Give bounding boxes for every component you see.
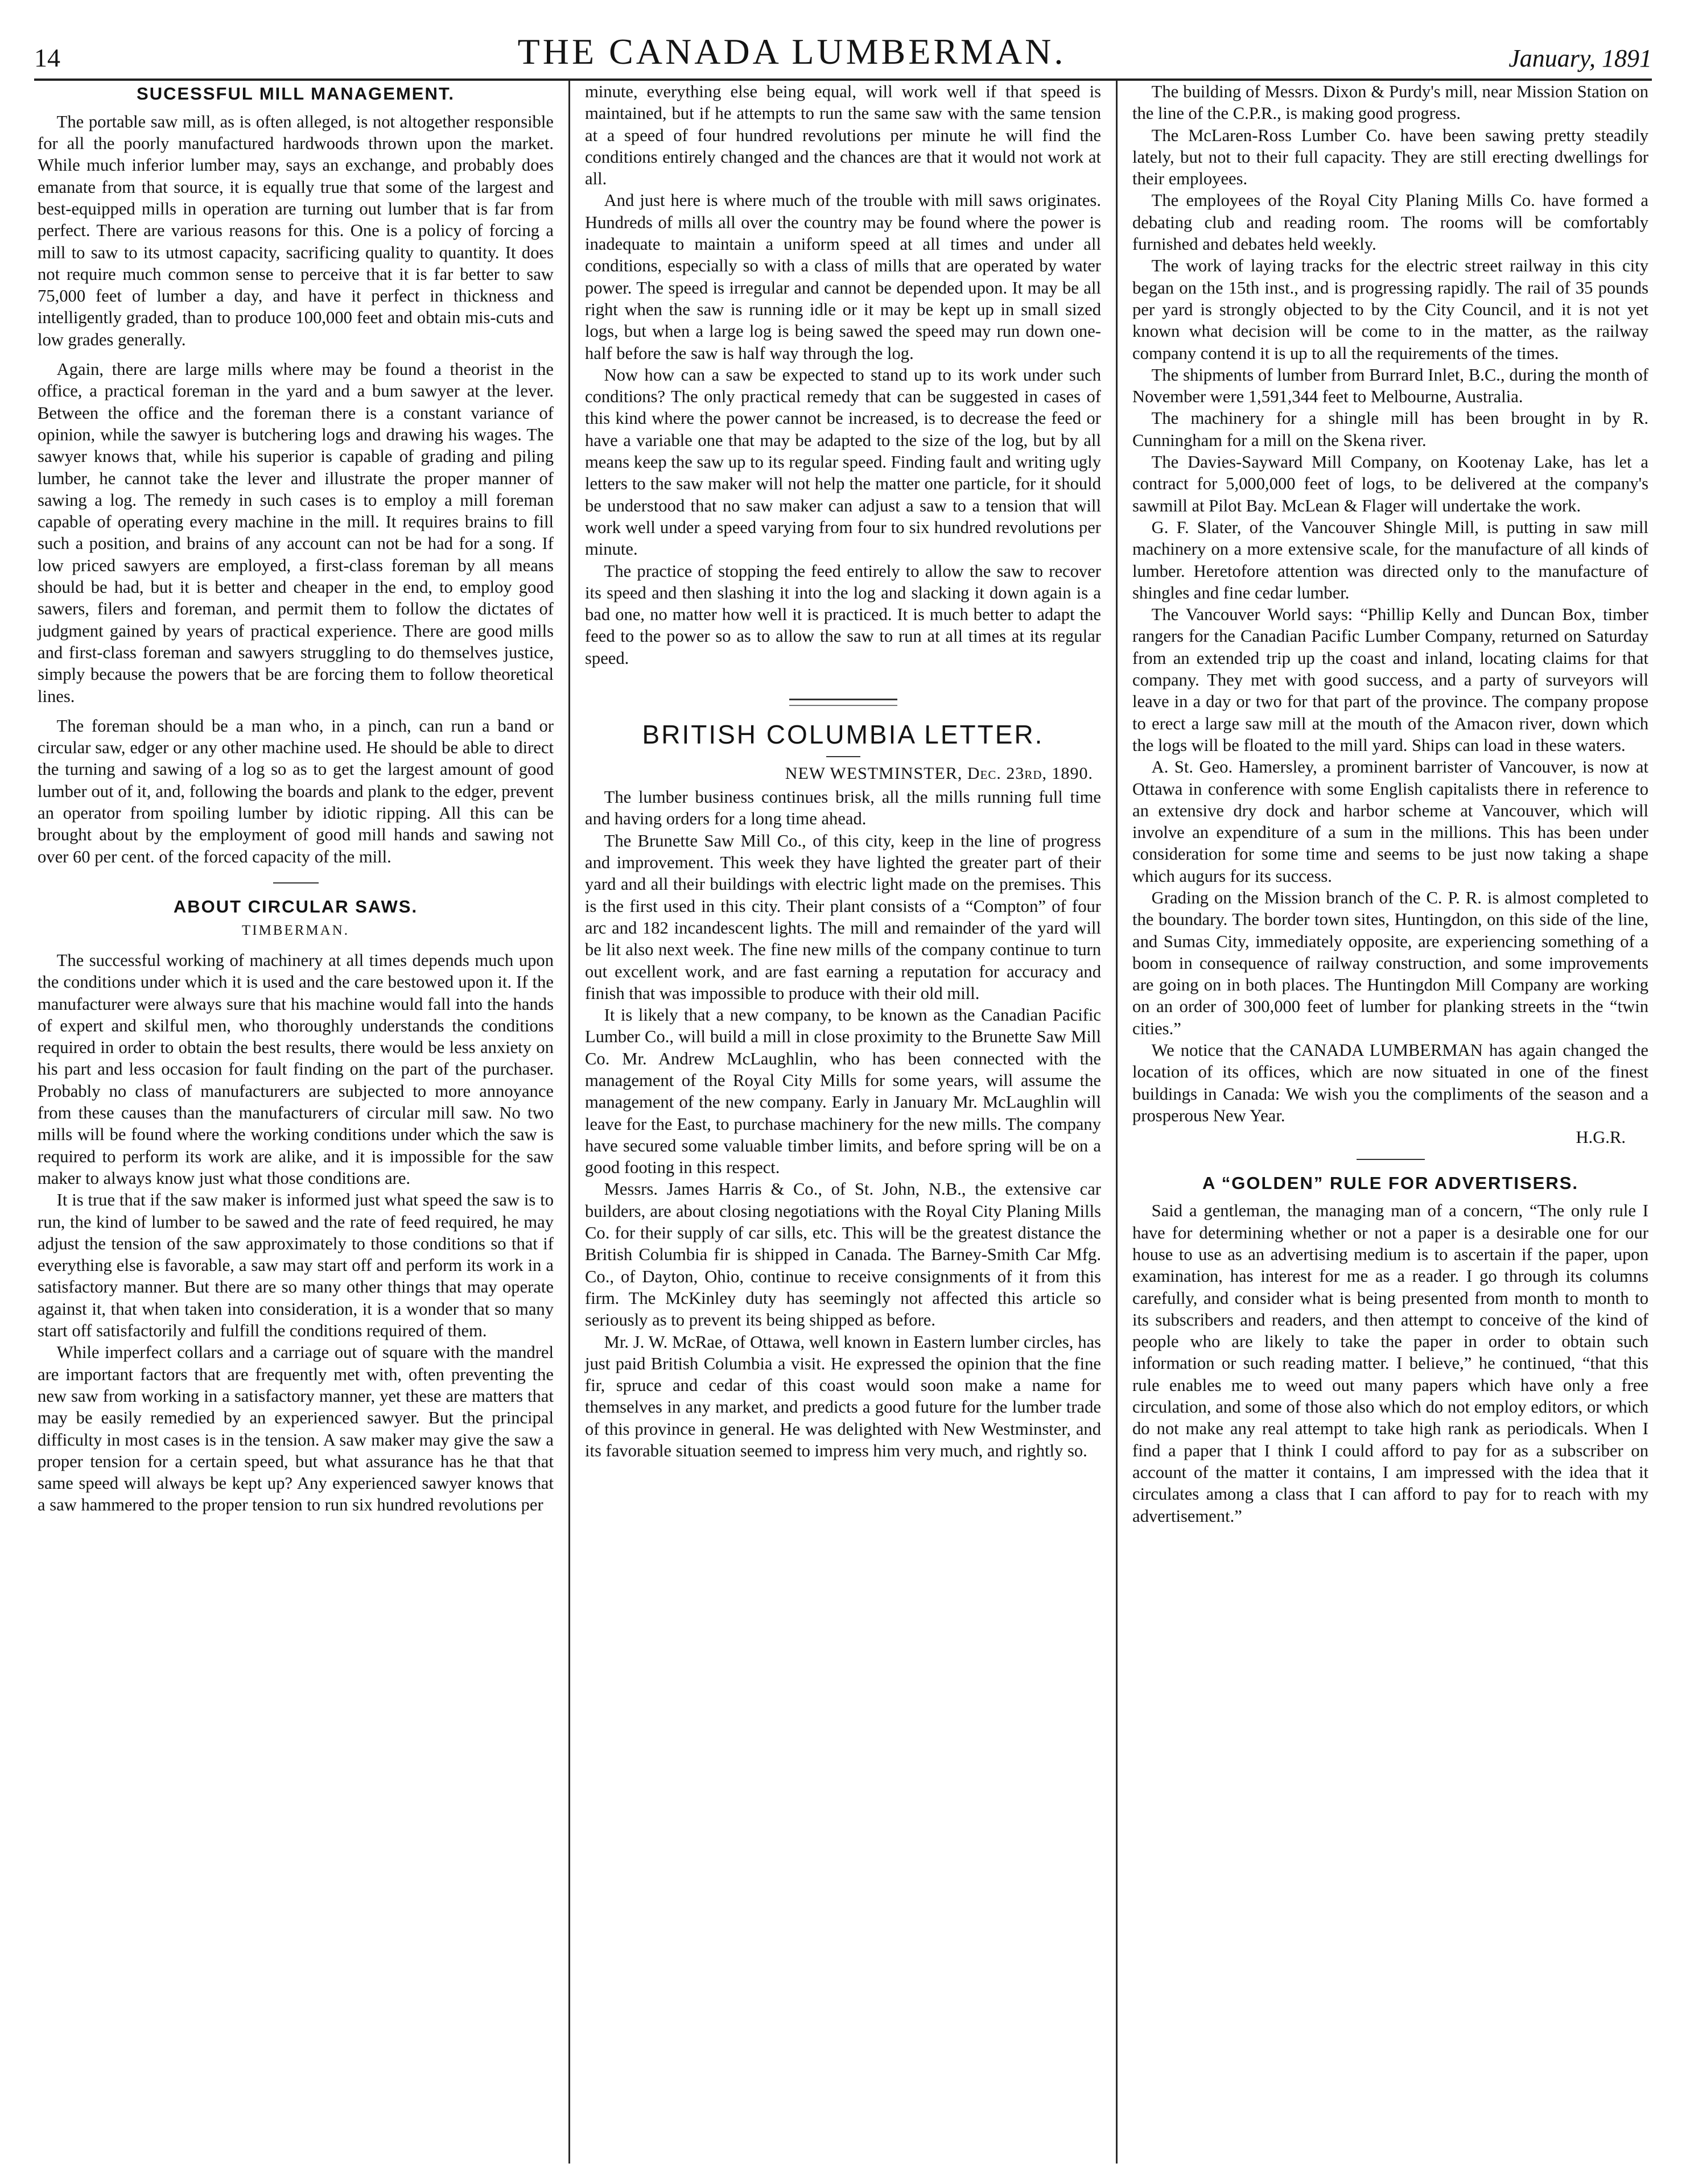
heading-rule <box>826 756 860 757</box>
paragraph: G. F. Slater, of the Vancouver Shingle Mill, is putting in saw mill machinery on a more extensive scale, for the manufacture of all kinds of lumber. Heretofore attention was directed only to the manufacture of shingles and fine cedar lumber. <box>1132 517 1648 602</box>
signature: H.G.R. <box>1576 1128 1626 1147</box>
section-divider <box>273 882 319 883</box>
ornament-divider <box>789 699 897 706</box>
article-mill-management <box>38 83 554 868</box>
article-circular-saws-continued <box>585 81 1101 669</box>
article-heading: ABOUT CIRCULAR SAWS. <box>173 896 418 916</box>
column-1 <box>34 81 568 2164</box>
section-divider <box>1357 1159 1425 1160</box>
paragraph: It is true that if the saw maker is informed just what speed the saw is to run, the kind of lumber to be sawed and the rate of feed required, he may adjust the tension of the saw approximately to those conditions so that if everything else is favorable, a saw may start off and perform its work in a satisfactory manner. But there are so many other things that may operate against it, that when taken into consideration, it is a wonder that so many start off satisfactorily and fulfill the conditions required of them. <box>38 1190 554 1341</box>
paragraph: The practice of stopping the feed entirely to allow the saw to recover its speed and then slashing it into the log and slacking it down again is a bad one, no matter how well it is practiced. It is much better to adapt the feed to the power so as to allow the saw to run at all times at its regular speed. <box>585 561 1101 668</box>
article-heading: BRITISH COLUMBIA LETTER. <box>642 720 1044 750</box>
paragraph: minute, everything else being equal, will work well if that speed is maintained, but if he attempts to run the same saw with the same tension at a speed of four hundred revolutions per minute he will find the conditions entirely changed and the chances are that it would not work at all. <box>585 82 1101 189</box>
article-heading: A “GOLDEN” RULE FOR ADVERTISERS. <box>1202 1172 1579 1193</box>
paragraph: Now how can a saw be expected to stand up to its work under such conditions? The only practical remedy that can be suggested in cases of this kind where the power cannot be increased, is to decrease the feed or have a variable one that may be adapted to the size of the log, but by all means keep the saw up to its regular speed. Finding fault and writing ugly letters to the saw maker will not help the matter one particle, for it should be understood that no saw maker can adjust a saw to a tension that will work well under a speed varying from four to six hundred revolutions per minute. <box>585 365 1101 559</box>
columns <box>34 81 1652 2164</box>
article-source: TIMBERMAN. <box>241 922 350 938</box>
paragraph: The Brunette Saw Mill Co., of this city, keep in the line of progress and improvement. This week they have lighted the greater part of their yard and all their buildings with electric light made on the premises. This is the first used in this city. Their plant consists of a “Compton” of four arc and 182 incandescent lights. The mill and remainder of the yard will be lit also next week. The fine new mills of the company continue to turn out excellent work, and are fast earning a reputation for accuracy and finish that was impossible to produce with their old mill. <box>585 831 1101 1003</box>
paragraph: While imperfect collars and a carriage out of square with the mandrel are important factors that are frequently met with, often preventing the new saw from working in a satisfactory manner, yet these are matters that may be easily remedied by an experienced sawyer. But the principal difficulty in most cases is in the tension. A saw maker may give the saw a proper tension for a certain speed, but what assurance has he that that same speed will always be kept up? Any experienced sawyer knows that a saw hammered to the proper tension to run six hundred revolutions per <box>38 1343 554 1515</box>
page-number: 14 <box>34 43 60 72</box>
paragraph: It is likely that a new company, to be known as the Canadian Pacific Lumber Co., will build a mill in close proximity to the Brunette Saw Mill Co. Mr. Andrew McLaughlin, who has been connected with the management of the Royal City Mills for some years, will assume the management of the new company. Early in January Mr. McLaughlin will leave for the East, to purchase machinery for the new mills. The company have secured some valuable timber limits, and before spring will be on a good footing in this respect. <box>585 1005 1101 1178</box>
paragraph: The Vancouver World says: “Phillip Kelly and Duncan Box, timber rangers for the Canadian Pacific Lumber Company, returned on Saturday from an extended trip up the coast and inland, locating claims for that company. They met with good success, and a party of surveyors will leave in a day or two for that part of the province. The company propose to erect a large saw mill at the mouth of the Amacon river, down which the logs will be floated to the mill yard. Ships can load in these waters. <box>1132 605 1648 755</box>
paragraph: The McLaren-Ross Lumber Co. have been sawing pretty steadily lately, but not to their full capacity. They are still erecting dwellings for their employees. <box>1132 125 1648 189</box>
paragraph: And just here is where much of the trouble with mill saws originates. Hundreds of mills all over the country may be found where the power is inadequate to maintain a uniform speed at all times and under all conditions, especially so with a class of mills that are operated by water power. The speed is irregular and cannot be depended upon. It may be all right when the saw is running idle or it may be kept up in small sized logs, but when a large log is being sawed the speed may run down one-half before the saw is half way through the log. <box>585 191 1101 363</box>
paragraph: Again, there are large mills where may be found a theorist in the office, a practical foreman in the yard and a bum sawyer at the lever. Between the office and the foreman there is a constant variance of opinion, while the sawyer is butchering logs and drawing his wages. The sawyer knows that, while his superior is capable of grading and piling lumber, he cannot take the lever and illustrate the proper manner of sawing a log. The remedy in such cases is to employ a mill foreman capable of operating every machine in the mill. It requires brains to fill such a position, and brains of any account can not be had for a song. If low priced sawyers are employed, a first-class foreman by all means should be had, but it is better and cheaper in the end, to employ good sawers, filers and foreman, and permit them to follow the dictates of judgment gained by years of practical experience. There are good mills and first-class foreman and sawyers struggling to do themselves justice, simply because the powers that be are forcing them to follow theoretical lines. <box>38 360 554 706</box>
column-2 <box>570 81 1116 2164</box>
paragraph: Said a gentleman, the managing man of a concern, “The only rule I have for determining whether or not a paper is a desirable one for our house to use as an advertising medium is to ascertain if the paper, upon examination, has interest for me as a reader. I go through its columns carefully, and consider what is being presented from month to month to its subscribers and readers, and then attempt to conceive of the kind of people who are likely to take the paper in order to obtain such information or such reading matter. I believe,” he continued, “that this rule enables me to weed out many papers which have only a free circulation, and some of those also which do not employ editors, or which do not make any real attempt to take high rank as periodicals. When I find a paper that I think I could afford to pay for as a subscriber on account of the matter it contains, I am impressed with the idea that it circulates among a class that I can afford to pay for to reach with my advertisement.” <box>1132 1201 1648 1526</box>
paragraph: A. St. Geo. Hamersley, a prominent barrister of Vancouver, is now at Ottawa in conference with some English capitalists there in reference to an extensive dry dock and harbor scheme at Vancouver, which will involve an expenditure of a sum in the millions. This has been under consideration for some time and seems to be just now taking a shape which augurs for its success. <box>1132 757 1648 886</box>
paragraph: The Davies-Sayward Mill Company, on Kootenay Lake, has let a contract for 5,000,000 feet of logs, to be delivered at the company's sawmill at Pilot Bay. McLean & Flager will undertake the work. <box>1132 452 1648 515</box>
paragraph: The employees of the Royal City Planing Mills Co. have formed a debating club and reading room. The rooms will be comfortably furnished and debates held weekly. <box>1132 191 1648 254</box>
paragraph: The lumber business continues brisk, all the mills running full time and having orders for a long time ahead. <box>585 787 1101 829</box>
paragraph: The work of laying tracks for the electric street railway in this city began on the 15th inst., and is progressing rapidly. The rail of 35 pounds per yard is strongly objected to by the City Council, and it is not yet known what decision will be come to in the matter, as the railway company contend it is up to all the requirements of the times. <box>1132 256 1648 363</box>
newspaper-title: THE CANADA LUMBERMAN. <box>517 31 1066 72</box>
paragraph: Grading on the Mission branch of the C. P. R. is almost completed to the boundary. The border town sites, Huntingdon, on this side of the line, and Sumas City, immediately opposite, are experiencing something of a boom in consequence of railway construction, and some improvements are going on in both places. The Huntingdon Mill Company are working on an order of 300,000 feet of lumber for planking streets in the “twin cities.” <box>1132 887 1648 1038</box>
article-bc-letter <box>585 719 1101 1461</box>
paragraph: The portable saw mill, as is often alleged, is not altogether responsible for all the poorly manufactured hardwoods thrown upon the market. While much inferior lumber may, says an exchange, and probably does emanate from that source, it is equally true that some of the largest and best-equipped mills in operation are turning out lumber that is far from perfect. There are various reasons for this. One is a policy of forcing a mill to saw to its utmost capacity, sacrificing quality to quantity. It does not require much common sense to perceive that it is far better to saw 75,000 feet of lumber a day, and have it perfect in thickness and intelligently graded, than to produce 100,000 feet and obtain mis-cuts and low grades generally. <box>38 112 554 349</box>
paragraph: The foreman should be a man who, in a pinch, can run a band or circular saw, edger or any other machine used. He should be able to direct the turning and sawing of a log so as to get the largest amount of good lumber out of it, and, following the boards and plank to the edger, prevent an operator from spoiling lumber by idiotic ripping. All this can be brought about by the employment of good mill hands and sawing not over 60 per cent. of the forced capacity of the mill. <box>38 716 554 866</box>
article-golden-rule <box>1132 1172 1648 1527</box>
paragraph: We notice that the CANADA LUMBERMAN has again changed the location of its offices, which are now situated in one of the finest buildings in Canada: We wish you the compliments of the season and a prosperous New Year. <box>1132 1041 1648 1125</box>
article-circular-saws <box>38 896 554 1516</box>
paragraph: Messrs. James Harris & Co., of St. John, N.B., the extensive car builders, are about closing negotiations with the Royal City Planing Mills Co. for their supply of car sills, etc. This will be the greatest distance the British Columbia fir is shipped in Canada. The Barney-Smith Car Mfg. Co., of Dayton, Ohio, continue to receive consignments of it from this firm. The McKinley duty has seemingly not affected this article so seriously as to prevent its being shipped as before. <box>585 1179 1101 1330</box>
paragraph: Mr. J. W. McRae, of Ottawa, well known in Eastern lumber circles, has just paid British Columbia a visit. He expressed the opinion that the fine fir, spruce and cedar of this coast would soon make a name for themselves in any market, and predicts a good future for the lumber trade of this province in general. He was delighted with New Westminster, and its favorable situation seemed to impress him very much, and rightly so. <box>585 1332 1101 1461</box>
paragraph: The shipments of lumber from Burrard Inlet, B.C., during the month of November were 1,591,344 feet to Melbourne, Australia. <box>1132 365 1648 407</box>
issue-date: January, 1891 <box>1508 44 1652 72</box>
dateline: NEW WESTMINSTER, Dec. 23rd, 1890. <box>785 763 1093 783</box>
masthead <box>34 23 1652 81</box>
paragraph: The machinery for a shingle mill has been brought in by R. Cunningham for a mill on the Skena river. <box>1132 408 1648 450</box>
column-3 <box>1118 81 1652 2164</box>
article-bc-letter-continued <box>1132 81 1648 1149</box>
paragraph: The successful working of machinery at all times depends much upon the conditions under which it is used and the care bestowed upon it. If the manufacturer were always sure that his machine would fall into the hands of expert and skilful men, who thoroughly understands the conditions required in order to obtain the best results, there would be less anxiety on his part and less occasion for fault finding on the part of the purchaser. Probably no class of manufacturers are subjected to more annoyance from these causes than the manufacturers of circular mill saw. No two mills will be found where the working conditions under which the saw is required to perform its work are alike, and it is impossible for the saw maker to always know just what those conditions are. <box>38 950 554 1188</box>
article-heading: SUCESSFUL MILL MANAGEMENT. <box>137 84 455 104</box>
paragraph: The building of Messrs. Dixon & Purdy's mill, near Mission Station on the line of the C.P.R., is making good progress. <box>1132 82 1648 123</box>
